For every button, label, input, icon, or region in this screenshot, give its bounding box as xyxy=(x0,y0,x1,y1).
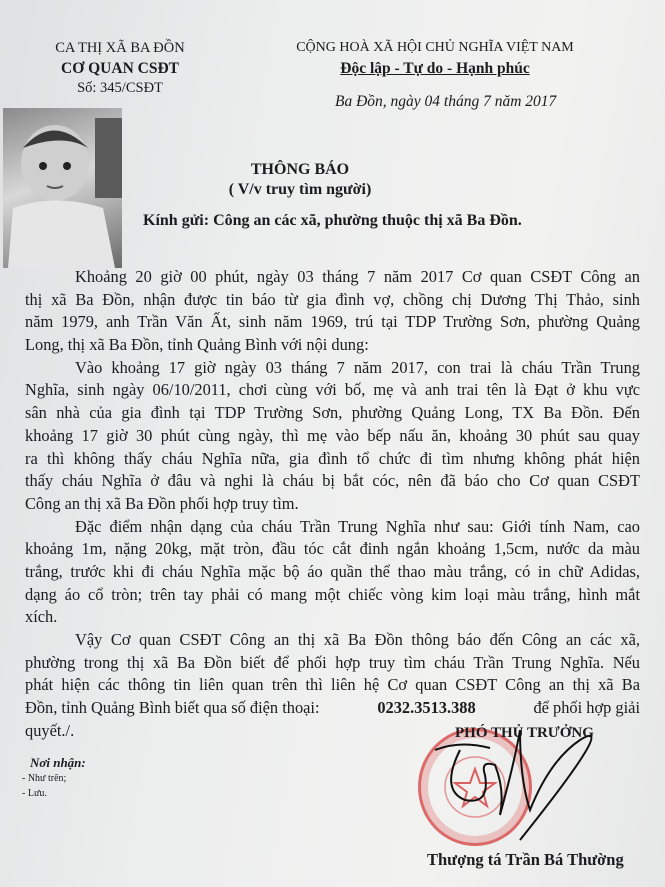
recipients-label: Nơi nhận: xyxy=(30,755,86,770)
missing-child-photo xyxy=(3,108,122,268)
body-line: Vào khoảng 17 giờ ngày 03 tháng 7 năm 2017, con trai là cháu Trần Trung xyxy=(75,357,640,377)
document-number: Số: 345/CSĐT xyxy=(77,80,163,96)
body-line: Nghĩa, sinh ngày 06/10/2011, chơi cùng với bố, mẹ và anh trai tên là Đạt ở khu vực xyxy=(25,380,640,400)
signer-name: Thượng tá Trần Bá Thường xyxy=(427,850,624,869)
document-title: THÔNG BÁO xyxy=(250,161,350,178)
body-line: thị xã Ba Đồn, nhận được tin báo từ gia đình vợ, chồng chị Dương Thị Thảo, sinh xyxy=(25,289,640,309)
body-line: Long, thị xã Ba Đồn, tỉnh Quảng Bình với nội dung: xyxy=(25,335,369,355)
phone-line xyxy=(25,697,640,720)
body-line: sân nhà của gia đình tại TDP Trường Sơn, phường Quảng Long, TX Ba Đồn. Đến xyxy=(25,403,640,423)
document-body xyxy=(25,266,640,742)
phone-line-after: để phối hợp giải xyxy=(533,698,640,718)
body-line: năm 1979, anh Trần Văn Ất, sinh năm 1969, trú tại TDP Trường Sơn, phường Quảng xyxy=(25,312,640,332)
contact-phone: 0232.3513.388 xyxy=(377,698,476,718)
unit-name: CƠ QUAN CSĐT xyxy=(61,60,179,77)
recipient-item: - Như trên; xyxy=(22,773,67,784)
body-line: Công an thị xã Ba Đồn phối hợp truy tìm. xyxy=(25,493,299,513)
national-title: CỘNG HOÀ XÃ HỘI CHỦ NGHĨA VIỆT NAM xyxy=(296,40,574,55)
body-line: Đặc điểm nhận dạng của cháu Trần Trung Nghĩa như sau: Giới tính Nam, cao xyxy=(75,516,640,536)
place-date: Ba Đồn, ngày 04 tháng 7 năm 2017 xyxy=(335,93,557,110)
body-line: Vậy Cơ quan CSĐT Công an thị xã Ba Đồn thông báo đến Công an các xã, xyxy=(75,630,640,649)
phone-line-before: Đồn, tỉnh Quảng Bình biết qua số điện thoại: xyxy=(25,698,320,718)
body-line: ra thì không thấy cháu Nghĩa nữa, gia đình tổ chức đi tìm nhưng không phát hiện xyxy=(25,448,640,468)
national-motto: Độc lập - Tự do - Hạnh phúc xyxy=(340,60,530,77)
body-line: thấy cháu Nghĩa ở đâu và nghi là cháu bị bắt cóc, nên đã báo cho Cơ quan CSĐT xyxy=(25,471,640,491)
recipient-item: - Lưu. xyxy=(22,788,47,799)
body-line: xích. xyxy=(25,607,58,627)
body-line: Khoảng 20 giờ 00 phút, ngày 03 tháng 7 năm 2017 Cơ quan CSĐT Công an xyxy=(75,267,640,286)
document-subject: ( V/v truy tìm người) xyxy=(228,181,372,198)
agency-name: CA THỊ XÃ BA ĐỒN xyxy=(55,40,185,56)
body-line: phát hiện các thông tin liên quan trên thì liên hệ Cơ quan CSĐT Công an thị xã Ba xyxy=(25,675,640,695)
body-line: dạng áo cổ tròn; trên tay phải có mang một chiếc vòng kim loại màu trắng, hình mắt xyxy=(25,584,640,604)
body-line: trắng, trước khi đi cháu Nghĩa mặc bộ áo quần thể thao màu trắng, có in chữ Adidas, xyxy=(25,561,640,581)
handwritten-signature xyxy=(420,720,640,850)
body-line: khoảng 17 giờ 30 phút cùng ngày, thì mẹ vào bếp nấu ăn, khoảng 30 phút sau quay xyxy=(25,425,640,445)
signer-position: PHÓ THỦ TRƯỞNG xyxy=(455,725,594,741)
body-line: khoảng 1m, nặng 20kg, mặt tròn, đầu tóc cắt đinh ngắn khoảng 1,5cm, nước da màu xyxy=(25,539,640,559)
body-line: phường trong thị xã Ba Đồn biết để phối hợp truy tìm cháu Trần Trung Nghĩa. Nếu xyxy=(25,652,640,672)
body-line: quyết./. xyxy=(25,720,75,740)
recipient-line: Kính gửi: Công an các xã, phường thuộc thị xã Ba Đồn. xyxy=(143,212,522,229)
